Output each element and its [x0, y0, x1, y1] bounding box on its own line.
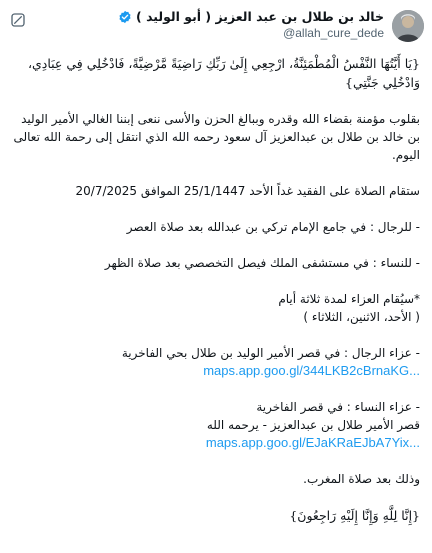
- women-condolence-text: - عزاء النساء : في قصر الفاخرية: [256, 400, 420, 414]
- author-handle[interactable]: @allah_cure_dede: [283, 26, 384, 40]
- prayer-date-text: ستقام الصلاة على الفقيد غداً الأحد 25/1/1447 الموافق 20/7/2025: [75, 184, 420, 198]
- author-block: [118, 9, 384, 40]
- post-header: [8, 6, 424, 46]
- men-condolence-map-link[interactable]: maps.app.goo.gl/344LKB2cBrnaKG...: [203, 363, 420, 378]
- closing-verse: {إِنَّا لِلَّهِ وَإِنَّا إِلَيْهِ رَاجِعُونَ}: [289, 508, 420, 523]
- women-condolence-map-link[interactable]: maps.app.goo.gl/EJaKRaEJbA7Yix...: [205, 435, 420, 450]
- opening-verse: {يَا أَيَّتُهَا النَّفْسُ الْمُطْمَئِنَّةُ، ارْجِعِي إِلَىٰ رَبِّكِ رَاضِيَةً مَّرْضِيَّةً، فَادْخُلِي فِي عِبَادِي، وَادْخُلِي جَنَّتِي}: [27, 56, 420, 90]
- announcement-text: بقلوب مؤمنة بقضاء الله وقدره وببالغ الحزن والأسى ننعى إبننا الغالي الأمير الوليد بن خالد بن طلال بن عبدالعزيز آل سعود رحمه الله الذي انتقل إلى رحمة الله تعالى اليوم.: [13, 112, 420, 162]
- author-name-row: [118, 9, 384, 24]
- post-text: [12, 54, 420, 525]
- avatar[interactable]: [392, 10, 424, 42]
- condolence-days-list: ( الأحد، الاثنين، الثلاثاء ): [303, 310, 420, 324]
- author-name[interactable]: خالد بن طلال بن عبد العزيز ( أبو الوليد ): [136, 9, 384, 24]
- avatar-image: [392, 10, 424, 42]
- men-prayer-text: - للرجال : في جامع الإمام تركي بن عبدالله بعد صلاة العصر: [126, 220, 420, 234]
- condolence-days-text: *سيُقام العزاء لمدة ثلاثة أيام: [278, 292, 420, 306]
- after-maghrib-text: وذلك بعد صلاة المغرب.: [303, 472, 420, 486]
- women-prayer-text: - للنساء : في مستشفى الملك فيصل التخصصي بعد صلاة الظهر: [104, 256, 420, 270]
- men-condolence-text: - عزاء الرجال : في قصر الأمير الوليد بن طلال بحي الفاخرية: [121, 346, 420, 360]
- grok-icon[interactable]: [10, 12, 26, 28]
- women-condolence-location: قصر الأمير طلال بن عبدالعزيز - يرحمه الله: [206, 418, 420, 432]
- verified-badge-icon: [118, 10, 132, 24]
